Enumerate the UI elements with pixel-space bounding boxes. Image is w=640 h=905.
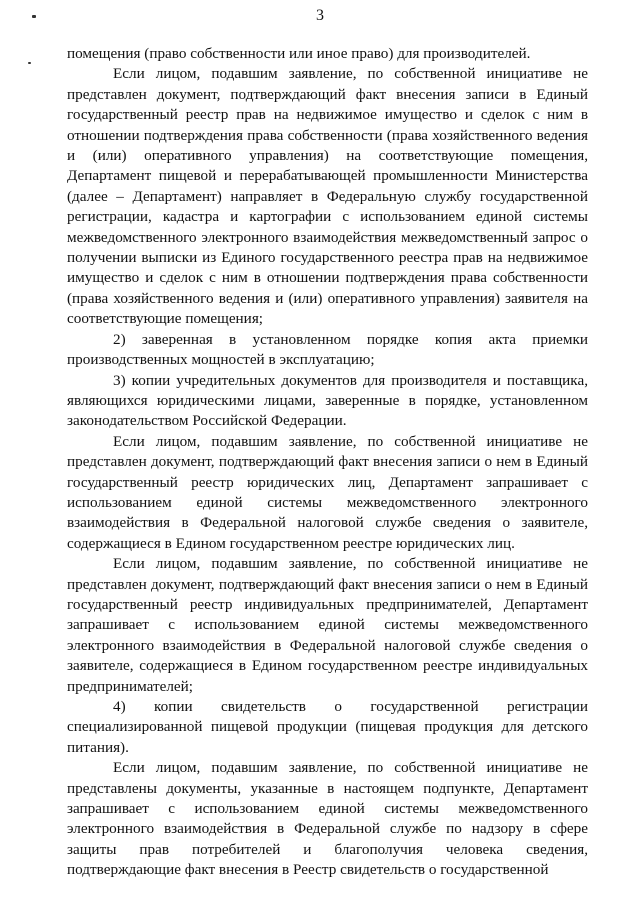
list-item: 2) заверенная в установленном порядке копия акта приемки производственных мощностей в эксплуатацию; — [67, 330, 588, 369]
paragraph: Если лицом, подавшим заявление, по собственной инициативе не представлен документ, подтверждающий факт внесения записи о нем в Единый государственный реестр индивидуальных предпринимателей, Департамент запрашивает с использованием единой системы межведомственного электронного взаимодействия в Федеральной налоговой службе сведения о заявителе, содержащиеся в Едином государственном реестре индивидуальных предпринимателей; — [67, 555, 588, 695]
document-body — [67, 44, 588, 881]
paragraph: Если лицом, подавшим заявление, по собственной инициативе не представлен документ, подтверждающий факт внесения записи в Единый государственный реестр прав на недвижимое имущество и сделок с ним в отношении подтверждения права собственности (права хозяйственного ведения и (или) оперативного управления) на соответствующие помещения, Департамент пищевой и перерабатывающей промышленности Министерства (далее – Департамент) направляет в Федеральную службу государственной регистрации, кадастра и картографии с использованием единой системы межведомственного электронного взаимодействия межведомственный запрос о получении выписки из Единого государственного реестра прав на недвижимое имущество и сделок с ним в отношении подтверждения права собственности (права хозяйственного ведения и (или) оперативного управления) заявителя на соответствующие помещения; — [67, 65, 588, 328]
list-item: 4) копии свидетельств о государственной регистрации специализированной пищевой продукции (пищевая продукция для детского питания). — [67, 698, 588, 756]
list-item: 3) копии учредительных документов для производителя и поставщика, являющихся юридическими лицами, заверенные в порядке, установленном законодательством Российской Федерации. — [67, 371, 588, 430]
paragraph: помещения (право собственности или иное право) для производителей. — [67, 45, 531, 62]
paragraph: Если лицом, подавшим заявление, по собственной инициативе не представлен документ, подтверждающий факт внесения записи о нем в Единый государственный реестр юридических лиц, Департамент запрашивает с использованием единой системы межведомственного электронного взаимодействия в Федеральной налоговой службе сведения о заявителе, содержащиеся в Едином государственном реестре юридических лиц. — [67, 432, 588, 552]
page-number: 3 — [316, 7, 324, 24]
paragraph: Если лицом, подавшим заявление, по собственной инициативе не представлены документы, указанные в настоящем подпункте, Департамент запрашивает с использованием единой системы межведомственного электронного взаимодействия в Федеральной службе по надзору в сфере защиты прав потребителей и благополучия человека сведения, подтверждающие факт внесения в Реестр свидетельств о государственной — [67, 759, 588, 879]
scan-mark — [28, 62, 31, 64]
